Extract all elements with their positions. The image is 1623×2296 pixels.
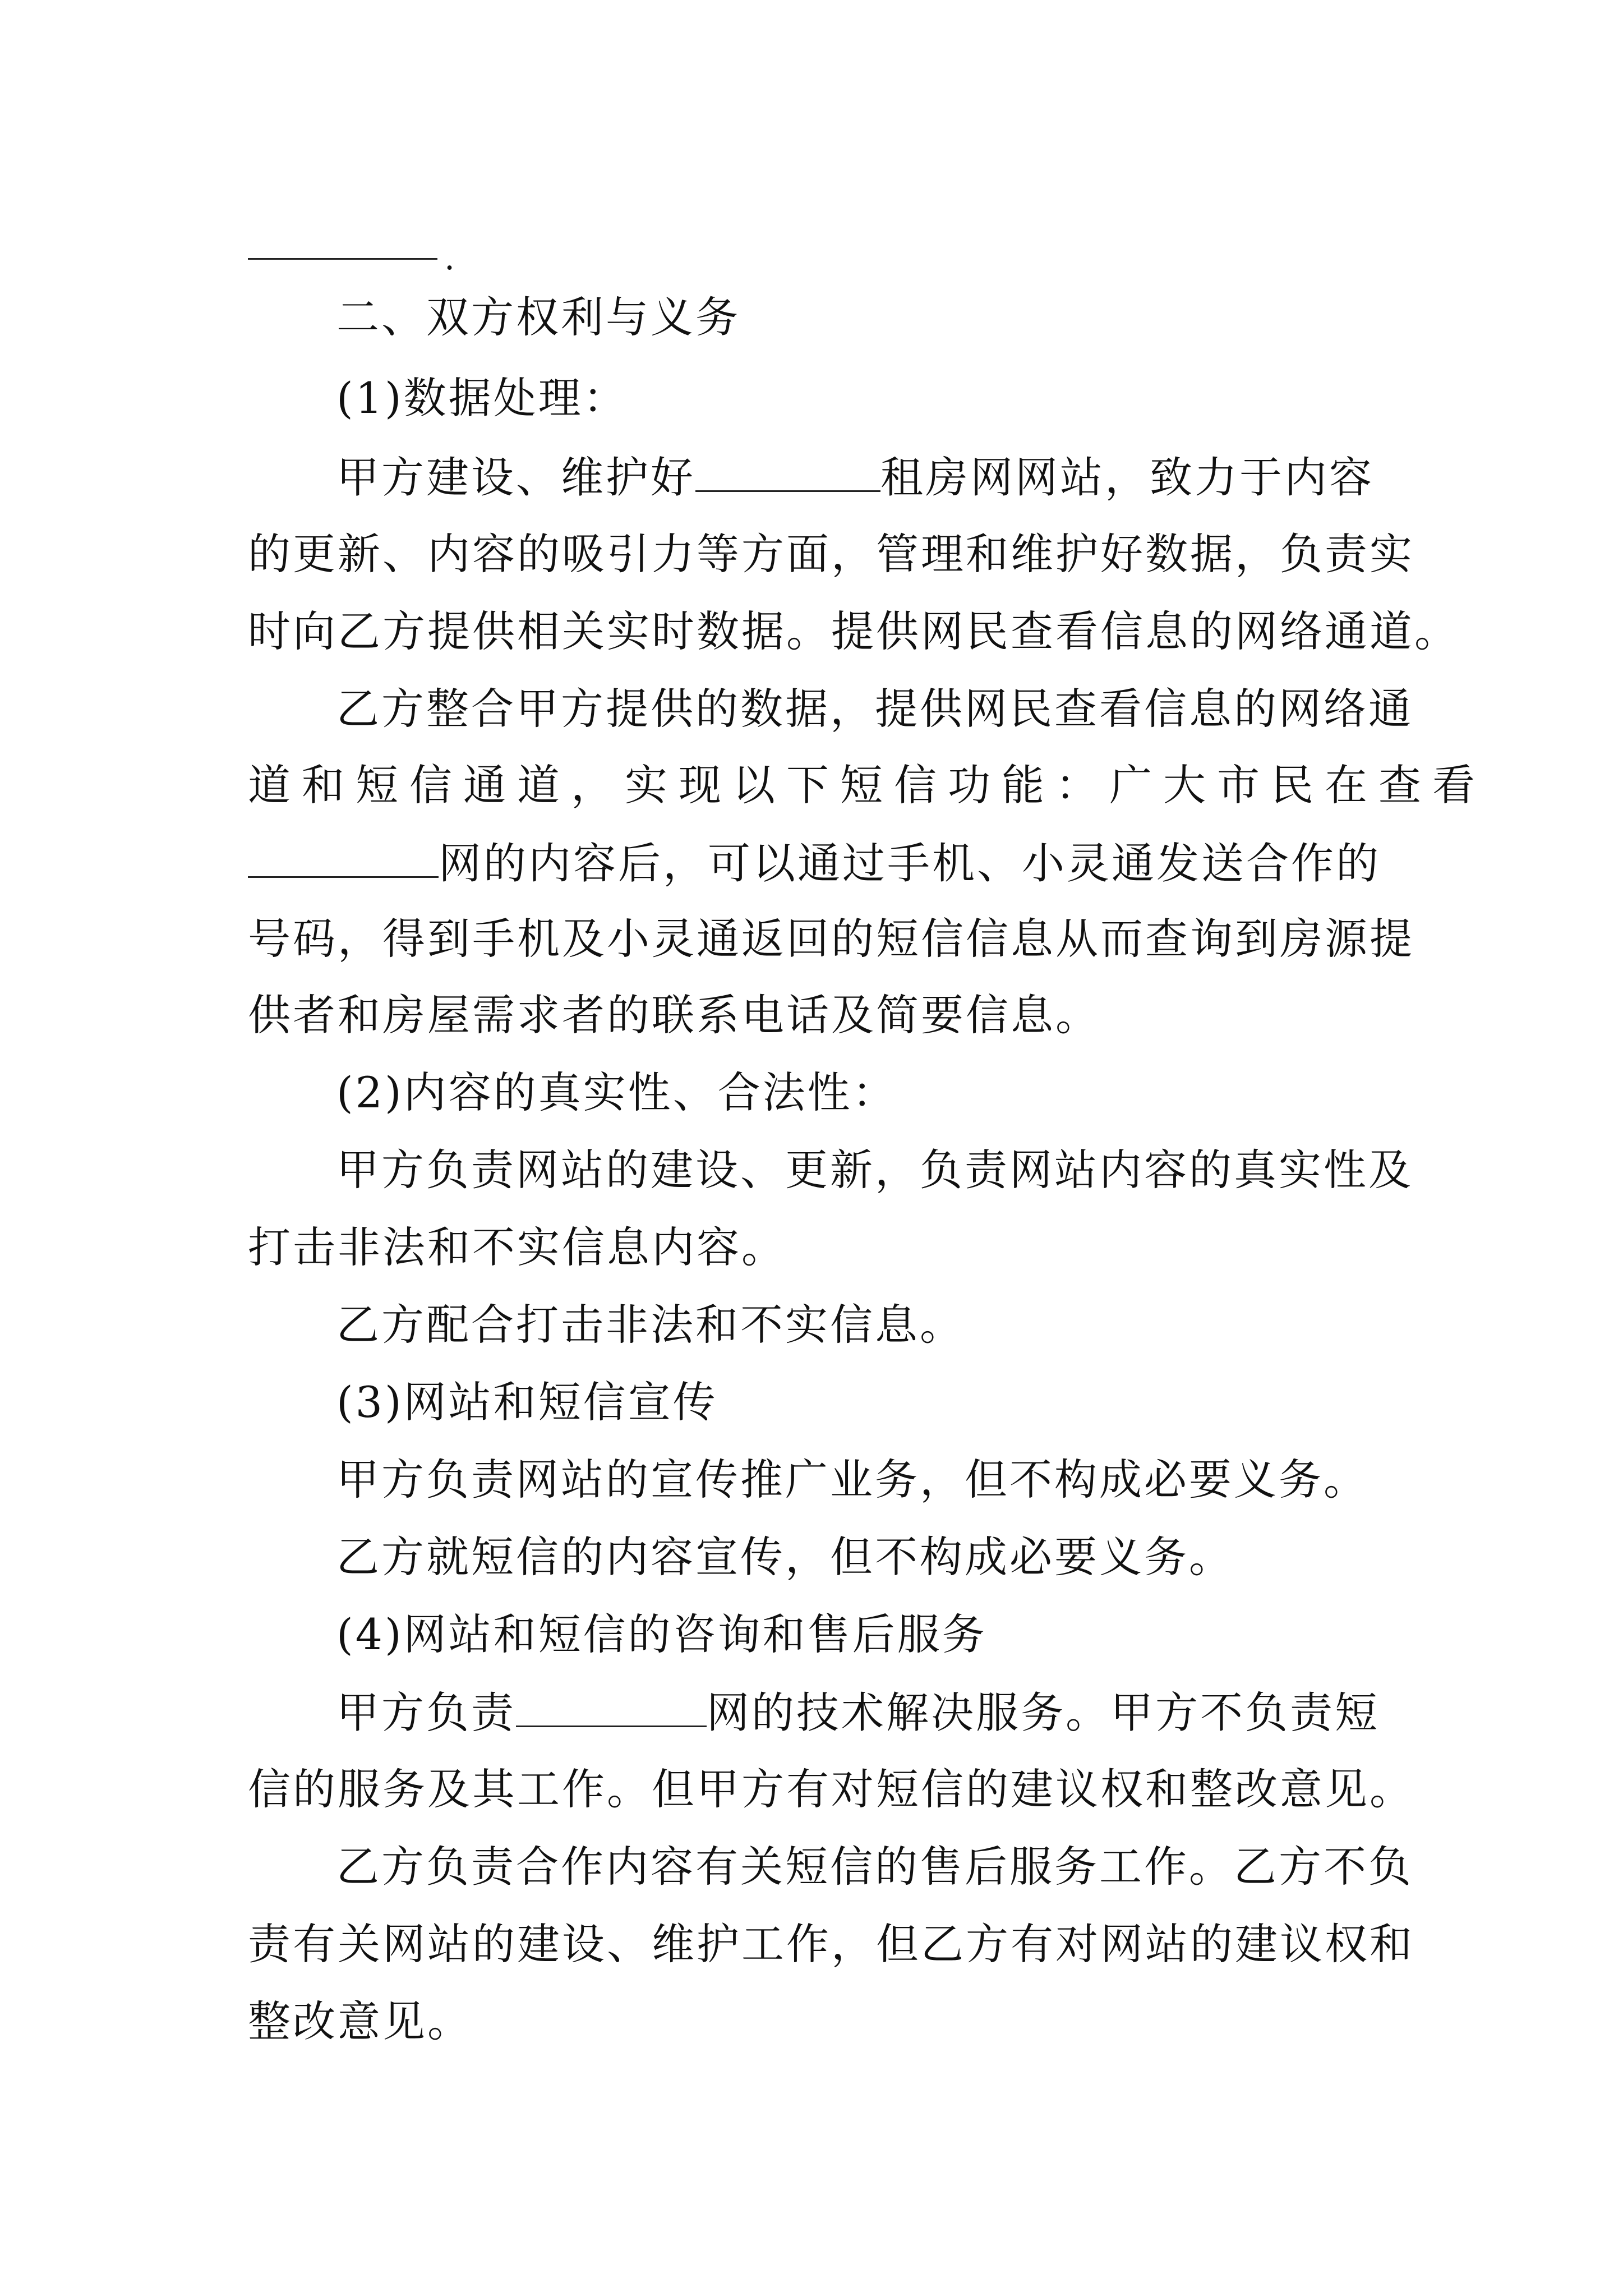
paragraph-text: 网的内容后，可以通过手机、小灵通发送合作的 (439, 838, 1381, 889)
paragraph-1-line-2: 的更新、内容的吸引力等方面，管理和维护好数据，负责实 (248, 529, 1414, 579)
subsection-title-2: (2)内容的真实性、合法性： (336, 1068, 897, 1117)
paragraph-2-line-4: 号码，得到手机及小灵通返回的短信信息从而查询到房源提 (248, 914, 1414, 964)
paragraph-4: 乙方配合打击非法和不实信息。 (336, 1300, 965, 1350)
paragraph-text: 甲方建设、维护好 (336, 452, 695, 503)
paragraph-8-line-1: 乙方负责合作内容有关短信的售后服务工作。乙方不负 (336, 1842, 1413, 1892)
subsection-title-3: (3)网站和短信宣传 (336, 1377, 718, 1427)
paragraph-text: 网的技术解决服务。甲方不负责短 (707, 1687, 1380, 1738)
paragraph-text: 租房网网站，致力于内容 (880, 452, 1374, 503)
fill-in-blank (695, 455, 880, 492)
leading-dot: . (444, 238, 455, 278)
paragraph-2-line-2: 道和短信通道，实现以下短信功能：广大市民在查看 (248, 760, 1486, 810)
fill-in-blank (248, 258, 437, 260)
paragraph-1-line-3: 时向乙方提供相关实时数据。提供网民查看信息的网络通道。 (248, 606, 1459, 656)
paragraph-1-line-1 (336, 452, 1374, 503)
paragraph-2-line-3 (248, 838, 1381, 889)
paragraph-7-line-2: 信的服务及其工作。但甲方有对短信的建议权和整改意见。 (248, 1764, 1414, 1814)
paragraph-3-line-1: 甲方负责网站的建设、更新，负责网站内容的真实性及 (336, 1145, 1413, 1195)
paragraph-8-line-3: 整改意见。 (248, 1996, 472, 2046)
paragraph-6: 乙方就短信的内容宣传，但不构成必要义务。 (336, 1532, 1234, 1582)
fill-in-blank (248, 841, 439, 878)
paragraph-7-line-1 (336, 1687, 1380, 1738)
paragraph-8-line-2: 责有关网站的建设、维护工作，但乙方有对网站的建议权和 (248, 1919, 1414, 1969)
paragraph-5: 甲方负责网站的宣传推广业务，但不构成必要义务。 (336, 1455, 1368, 1504)
paragraph-text: 甲方负责 (336, 1687, 516, 1738)
paragraph-2-line-1: 乙方整合甲方提供的数据，提供网民查看信息的网络通 (336, 684, 1413, 734)
paragraph-3-line-2: 打击非法和不实信息内容。 (248, 1222, 786, 1272)
subsection-title-1: (1)数据处理： (336, 373, 628, 423)
fill-in-blank (516, 1691, 707, 1727)
paragraph-2-line-5: 供者和房屋需求者的联系电话及简要信息。 (248, 990, 1100, 1040)
section-title: 二、双方权利与义务 (336, 292, 740, 342)
subsection-title-4: (4)网站和短信的咨询和售后服务 (336, 1609, 987, 1659)
